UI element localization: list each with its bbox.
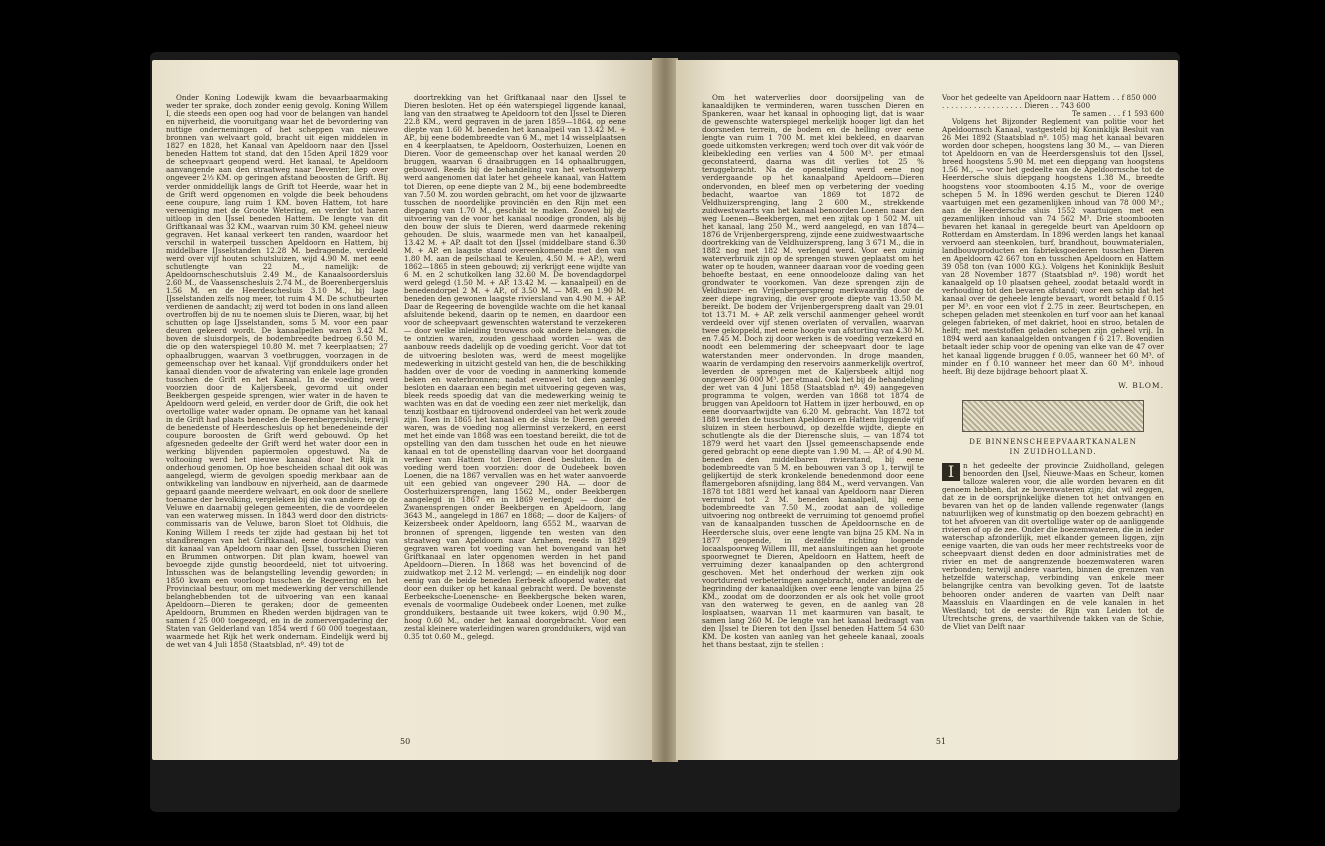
cost-total: Te samen . . . f 1 593 600 [1072,109,1164,119]
right-page [676,60,1178,760]
left-col1-text: Onder Koning Lodewijk kwam die bevaarbaarmaking weder ter sprake, doch zonder eenig gevolg. Koning Willem I, die steeds een open oog had voor de belangen van handel en nijverheid, die vooruitgang waar het de bevordering van nuttige ondernemingen of het scheppen van nieuwe bronnen van welvaart gold, bracht uit eigen middelen in 1827 en 1828, het Kanaal van Apeldoorn naar den IJssel beneden Hattem tot stand, dat den 15den April 1829 voor de scheepvaart geopend werd. Het kanaal, te Apeldoorn aanvangende aan den straatweg naar Deventer, liep over ongeveer 2⅓ KM. op geringen afstand beoosten de Grift. Bij verder onmiddellijk langs de Grift tot Heerde, waar het in de Grift werd opgenomen en volgde die beek behoudens eene coupure, lang ruim 1 KM. boven Hattem, tot hare vereeniging met de Groote Wetering, en verder tot haren uitloop in den IJssel beneden Hattem. De lengte van dit Griftkanaal was 32 KM., waarvan ruim 30 KM. geheel nieuw gegraven. Het kanaal verkeert ten randen, waardoor het verschil in waterpeil tusschen Apeldoorn en Hattem, bij middelbare IJsselstanden 12.28 M. bedragende, verdeeld werd over vijf houten schutsluizen, wijd 4.90 M. met eene schutlengte van 22 M., namelijk: de Apeldoornscheschutsluis 2.49 M., de Kanaalsoordersluis 2.60 M., de Vaassenschesluis 2.74 M., de Boerenbergersluis 1.56 M. en de Heerdeschesluis 3.10 M., bij lage IJsselstanden zelfs nog meer, tot ruim 4 M. De schutbeurten verdienen de aandacht; zij werd tot boden in ons land alleen overtroffen bij de nu te noemen sluis te Dieren, waar, bij het schutten op lage IJsselstanden, soms 5 M. voor een paar deuren gekeerd wordt. De kanaalpeilen waren 3.42 M. boven de sluisdorpels, de bodembreedte bedroeg 6.50 M., die op den waterspiegel 10.80 M. met 7 keerplaatsen; 27 ophaalbruggen, waarvan 3 voetbruggen, voorzagen in de gemeenschap over het kanaal. Vijf grondduikers onder het kanaal dienden voor de afwatering van enkele lage gronden tusschen de Grift en het Kanaal. In de voeding werd voorzien door de Kaljersbeek, gevormd uit onder Beekbergen gespeide sprengen, wier water in de haven te Apeldoorn werd geleid, en verder door de Grift, die ook het overtollige water wader opnam. De opname van het kanaal in de Grift had plaats beneden de Boerenbergersluis, terwijl de benedenste of Heerdeschesluis op het benedeneinde der coupure boroosten de Grift werd gebouwd. Op het afgesneden gedeelte der Grift werd het water door een in werking blijvenden papiermolen opgestuwd. Na de voltooiing werd het nieuwe kanaal door het Rijk in onderhoud genomen. Op hoe bescheiden schaal dit ook was aangelegd, wierm de gevolgen spoedig merkbaar aan de ontwikkeling van landbouw en nijverheid, aan de daarmede gepaard gaande meerdere welvaart, en ook door de snellere toename der bevolking, vergeleken bij die van andere op de Veluwe en daarnabij gelegen gemeenten, die de voordeelen van een waterweg missen. In 1843 werd door den districts-commissaris van de Veluwe, baron Sloet tot Oldhuis, die Koning Willem I reeds ter zijde had gestaan bij het tot standbrengen van het Griftkanaal, eene doortrekking van dit kanaal van Apeldoorn naar den IJssel, tusschen Dieren en Brummen ontworpen. Dit plan kwam, hoewel van bevoegde zijde gunstig beoordeeld, niet tot uitvoering. Intusschen was de belangstelling levendig geworden; in 1850 kwam een voorloop tusschen de Regeering en het Provinciaal bestuur, om met medewerking der verschillende belanghebbenden tot de uitvoering van een kanaal Apeldoorn—Dieren te geraken; door de gemeenten Apeldoorn, Brummen en Rheden werden bijdragen van te samen f 25 000 toegezegd, en in de zomervergadering der Staten van Gelderland van 1854 werd f 60 000 toegestaan, waarmede het Rijk het werk ondernam. Eindelijk werd bij de wet van 4 Juli 1858 (Staatsblad, nº. 49) tot de [166,93,388,650]
right-page-column-2 [942,94,1164,631]
left-page-column-1 [166,94,388,649]
left-col2-text: doortrekking van het Griftkanaal naar den IJssel te Dieren besloten. Het op één waterspiegel liggende kanaal, lang van den straatweg te Apeldoorn tot den IJssel te Dieren 22.8 KM., werd gegraven in de jaren 1859—1864, op eene diepte van 1.60 M. beneden het kanaalpeil van 13.42 M. + AP., bij eene bodembreedte van 6 M., met 14 wisselplaatsen en 4 keerplaatsen, te Apeldoorn, Oosterhuizen, Loenen en Dieren. Voor de gemeenschap over het kanaal werden 20 bruggen, waarvan 6 draaibruggen en 14 ophaalbruggen, gebouwd. Reeds bij de behandeling van het wetsontwerp werd aangenomen dat later het geheele kanaal, van Hattem tot Dieren, op eene diepte van 2 M., bij eene bodembreedte van 7.50 M. zou worden gebracht, om het voor de ijlzwaarte tusschen de noordelijke provinciën en den Rijn met een diepgang van 1.70 M., geschikt te maken. Zoowel bij de uitvoering van de voor het kanaal noodige gronden, als bij den bouw der sluis te Dieren, werd daarmede rekening gehouden. De sluis, waarmede men van het kanaalpeil, 13.42 M. + AP. daalt tot den IJssel (middelbare stand 6.30 M. + AP. en laagste stand overeenkomende met den van 1.80 M. aan de peilschaal te Keulen, 4.50 M. + AP.), werd 1862—1865 in steen gebouwd; zij verkrijgt eene wijdte van 6 M. en 2 schutkolken lang 32.60 M. De bovendagdorpel werd gelegd (1.50 M. + AP. 13.42 M. — kanaalpeil) en de benedendorpel 2 M. + AP., of 3.50 M. — MR. en 1.90 M. beneden den gewonen laagste riviersland van 4.90 M. + AP. Daar de Regeering de bovengilde wachte om die het kanaal afsluitende bekend, daarin op te nemen, en daardoor een voor de scheepvaart gewenschten waterstand te verzekeren — door welke inleiding trouwens ook andere belangen, die te ontzien waren, zouden geschaad worden — was de aanbouw reeds dadelijk op de voeding gericht. Voor dat tot de uitvoering besloten was, werd de meest mogelijke medewerking in uitzicht gesteld van hen, die de beschikking hadden over de voor de voeding in aanmerking komende beken en waterbronnen; nadat evenwel tot den aanleg besloten en daaraan een begin met uitvoering gegeven was, bleek reeds spoedig dat van die medewerking weinig te wachten was en dat de voeding een zeer niet merkelijk, dan tenzij kostbaar en tijdroovend onderdeel van het werk zoude zijn. Toen in 1865 het kanaal en de sluis te Dieren gereed waren, was de voeding nog allerminst verzekerd, en eerst met het einde van 1868 was een toestand bereikt, die tot de opstelling van den dam tusschen het oude en het nieuwe kanaal en tot de openstelling daarvan voor het doorgaand verkeer van Hattem tot Dieren deed besluiten. In de voeding werd toen voorzien: door de Oudebeek boven Loenen, die na 1867 vervallen was en het water aanvoerde uit een gebied van ongeveer 290 HA. — door de Oosterhuizersprengen, lang 1562 M., onder Beekbergen aangelegd in 1867 en in 1869 verlengd; — door de Zwanensprengen onder Beekbergen en Apeldoorn, lang 3643 M., aangelegd in 1867 en 1868; — door de Kaljers- of Keizersbeek onder Apeldoorn, lang 6552 M., waarvan de bronnen of sprengen, liggende ten westen van den straatweg van Apeldoorn naar Arnhem, reeds in 1829 gegraven waren tot voeding van het bovengand van het Griftkanaal en later opgenomen werden in het pand Apeldoorn—Dieren. In 1868 was het bovencind of de zuidwatkop met 2.12 M. verlengd; — en eindelijk nog door eenig van de beide beneden Eerbeek afloopend water, dat door een duiker op het kanaal gebracht werd. De bovenste Eerbeeksche-Loenensche- en Beekbergsche beken waren, evenals de voormalige Oudebeek onder Loenen, met zulke grondduikers, bestaande uit twee kokers, wijd 0.90 M., hoog 0.60 M., onder het kanaal doorgebracht. Voor een zestal kleinere waterleidingen waren grondduikers, wijd van 0.35 tot 0.60 M., gelegd. [404,93,626,642]
right-page-number: 51 [935,737,946,746]
book-gutter [652,58,678,762]
section-heading-line1: DE BINNENSCHEEPVAARTKANALEN [969,436,1137,446]
right-col1-text: Om het waterverlies door doorsijpeling van de kanaaldijken te verminderen, waren tusschen Dieren en Spankeren, waar het kanaal in ophooging ligt, dat is waar de gewenschte waterspiegel merkelijk hooger ligt dan het doorsneden terrein, de bodem en de helling over eene lengte van ruim 1 700 M. met klei bekleed, en daarvan goede uitkomsten verkregen; werd toch over dit vak vóór de kleibekleding een verlies van 4 500 M³. per etmaal geconstateerd, daarna was dit verlies tot 25 % teruggebracht. Na de openstelling werd eene nog verdergaande op het kanaalpand Apeldoorn—Dieren ondervonden, en bleef men op verbetering der voeding bedacht, waartoe van 1869 tot 1872 de Veldhuizersprenging, lang 2 600 M., strekkende zuidwestwaarts van het kanaal benoorden Loenen naar den weg Loenen—Beekbergen, met een zijtak op 1 502 M. uit het kanaal, lang 250 M., werd aangelegd, en van 1874—1876 de Vrijenbergerspreng, zijnde eene zuidwestwaartsche doortrekking van de Veldhuizerspreng, lang 3 671 M., die in 1882 nog met 182 M. verlengd werd. Voor een zuinig waterverbruik zijn op de sprengen stuwen geplaatst om het water op te houden, wanneer daaraan voor de voeding geen behoefte bestaat, en eene onnoodelooze daling van het grondwater te voorkomen. Van deze sprengen zijn de Veldhuizer- en Vrijenbergerspreng merkwaardig door de zeer diepe ingraving, die over groote diepte van 13.50 M. bereikt. De bodem der Vrijenbergerspreng daalt van 29.01 tot 13.71 M. + AP. zelk verschil aanmenger geheel wordt verdeeld over vijf stenen overlaten of vervallen, waarvan twee gekoppeld, met eene hoogte van afstorting van 4.30 M. en 7.45 M. Doch zij door werken is de voeding verzekerd en noodt een belemmering der scheepvaart door te lage waterstanden meer ondervonden. In droge maanden, waarin de verdamping den reservoirs aanmerkelijk overtrof, leverden de sprengen met de Kaljersbeek altijd nog ongeveer 36 000 M³. per etmaal. Ook het bij de behandeling der wet van 4 Juni 1858 (Staatsblad nº. 49) aangegeven programma te volgen, werden van 1868 tot 1874 de bruggen van Apeldoorn tot Hattem in ijzer herbouwd, en op eene doorvaartwijdte van 6.20 M. gebracht. Van 1872 tot 1881 werden de tusschen Apeldoorn en Hattem liggende vijf sluizen in steen herbouwd, op dezelfde wijdte, diepte en schutlengte als die der Dierensche sluis, — van 1874 tot 1879 werd het vaart den IJssel gemeenschapsende ende gered gebracht op eene diepte van 1.90 M. — AP. of 4.90 M. beneden den middelbaren rivierstand, bij eene bodembreedte van 5 M. en bebouwen van 3 op 1, terwijl te gelijkertijd de sterk kronkelende benedenmond door eene flamergeboren afsnijding, lang 884 M., werd vervangen. Van 1878 tot 1881 werd het kanaal van Apeldoorn naar Dieren verruimd tot 2 M. beneden kanaalpeil, bij eene bodembreedte van 7.50 M., zoodat aan de volledige uitvoering nog ontbreekt de verruiming tot genoemd profiel van de kanaalpanden tusschen de Apeldoornsche en de Heerdersche sluis, over eene lengte van bijna 25 KM. Na in 1877 geopende, in dezelfde richting loopende locaalspoorweg Willem III, met aansluitingen aan het groote spoorwegnet te Dieren, Apeldoorn en Hattem, heeft de verruiming dezer kanaalpanden op den achtergrond geschoven. Met het onderhoud der werken zijn ook voortdurend verbeteringen aangebracht, onder anderen de begrinding der kanaaldijken over eene lengte van bijna 25 KM., zoodat om de doorzonden er als ook het volle groot van den waterweg te geven, en de aanleg van 28 losplaatsen, waarvan 11 met kaarmuren van basalt, te samen lang 260 M. De lengte van het kanaal bedraagt van den IJssel te Dieren tot den IJssel beneden Hattem 54 630 KM. De kosten van aanleg van het geheele kanaal, zooals het thans bestaat, zijn te stellen : [702,93,924,650]
right-col2-after-text: n het gedeelte der provincie Zuidholland, gelegen benoorden den IJsel, Nieuwe-Maas en Scheur, komen talloze waleren voor, die alle worden bevaren en dit genoem hebben, dat ze bovenwateren zijn; dat wil zeggen, dat ze in de oorsprijnkelijke dienen tot het ontvangen en bevaren van het op de landen vallende regenwater (langs natuurlijken weg of kunstmatig op den boezem gebracht) en tot het afvoeren van dit overtollige water op de aanliggende rivieren of op de zee. Onder die boezemwateren, die in ieder waterschap afzonderlijk, met elkander gemeen liggen, zijn eenige vaarten, die van ouds her meer rechtstreeks voor de scheepvaart dienst deden en door administraties met de rivier en met de aangrenzende boezemwateren waren verbonden; terwijl andere vaarten, binnen de grenzen van hetzelfde waterschap, verbinding van enkele meer belangrijke centra van bevolking geven. Tot de laatste behooren onder anderen de vaarten van Delft naar Maassluis en Vlaardingen en de vele kanalen in het Westland; tot de eerste: de Rijn van Leiden tot de Utrechtsche grens, de vaarthilvende takken van de Schie, de Vliet van Delft naar [942,460,1164,631]
author-signature: W. BLOM. [1118,380,1164,390]
decorative-ornament-band [962,400,1144,432]
cost-line-hattem: Voor het gedeelte van Apeldoorn naar Hattem . . f 850 000 [942,93,1157,102]
cost-line-dieren: . . . . . . . . . . . . . . . . . . Dieren . . 743 600 [942,101,1091,111]
left-page [152,60,654,760]
section-heading-line2: IN ZUIDHOLLAND. [1009,446,1097,456]
left-page-column-2 [404,94,626,641]
right-page-column-1 [702,94,924,649]
drop-cap-letter: I [942,463,960,481]
right-col2-text: Volgens het Bijzonder Reglement van politie voor het Apeldoornsch Kanaal, vastgesteld bij Koninklijk Besluit van 26 Mei 1892 (Staatsblad nº. 105) mag het kanaal bevaren worden door schepen, hoogstens lang 30 M., — van Dieren tot Apeldoorn en van de Heerdersgensluis tot den IJssel, breed hoogstens 5.90 M. met een diepgang van hoogstens 1.56 M., — voor het gedeelte van de Apeldoornsche tot de Heerdersche sluis diepgang hoogstens 1.38 M., breedte hoogstens voor stoombooten 4.15 M., voor de overige schepen 5 M. In 1896 werden geschut te Dieren 1240 vaartuigen met een gezamenlijken inhoud van 78 000 M³.; aan de Heerdersche sluis 1552 vaartuigen met een gezamenlijken inhoud van 74 562 M³. Drie stoombooten bevaren het kanaal in geregelde beurt van Apeldoorn op Rotterdam en Amsterdam. In 1896 werden langs het kanaal vervoerd aan steenkolen, turf, brandhout, bouwmaterialen, landbouwproducten en fabrieksgoederen tusschen Dieren en Apeldoorn 42 667 ton en tusschen Apeldoorn en Hattem 39 058 ton (van 1000 KG.). Volgens het Koninklijk Besluit van 28 November 1877 (Staatsblad nº. 198) wordt het kanaalgeld op 10 plaatsen geheel, zoodat betaald wordt in verhouding tot den bevaren afstand; voor een schip dat het kanaal over de geheele lengte bevaart, wordt betaald f 0.15 per M³. en voor een vlot f 2.75 in zeer. Beurtschepen, en schepen geladen met steenkolen en turf voor aan het kanaal gelegen fabrieken, of met dakriet, hooi en stroo, betalen de helft; met meststoffen geladen schepen zijn geheel vrij. In 1894 werd aan kanaalgelden ontvangen f 6 217. Bovendien betaalt ieder schip voor de opening van elke van de 47 over het kanaal liggende bruggen f 0.05, wanneer het 60 M³. of minder en f 0.10 wanneer het meer dan 60 M³. inhoud heeft. Bij deze bijdrage behoort plaat X. [942,117,1164,376]
left-page-number: 50 [400,737,411,746]
